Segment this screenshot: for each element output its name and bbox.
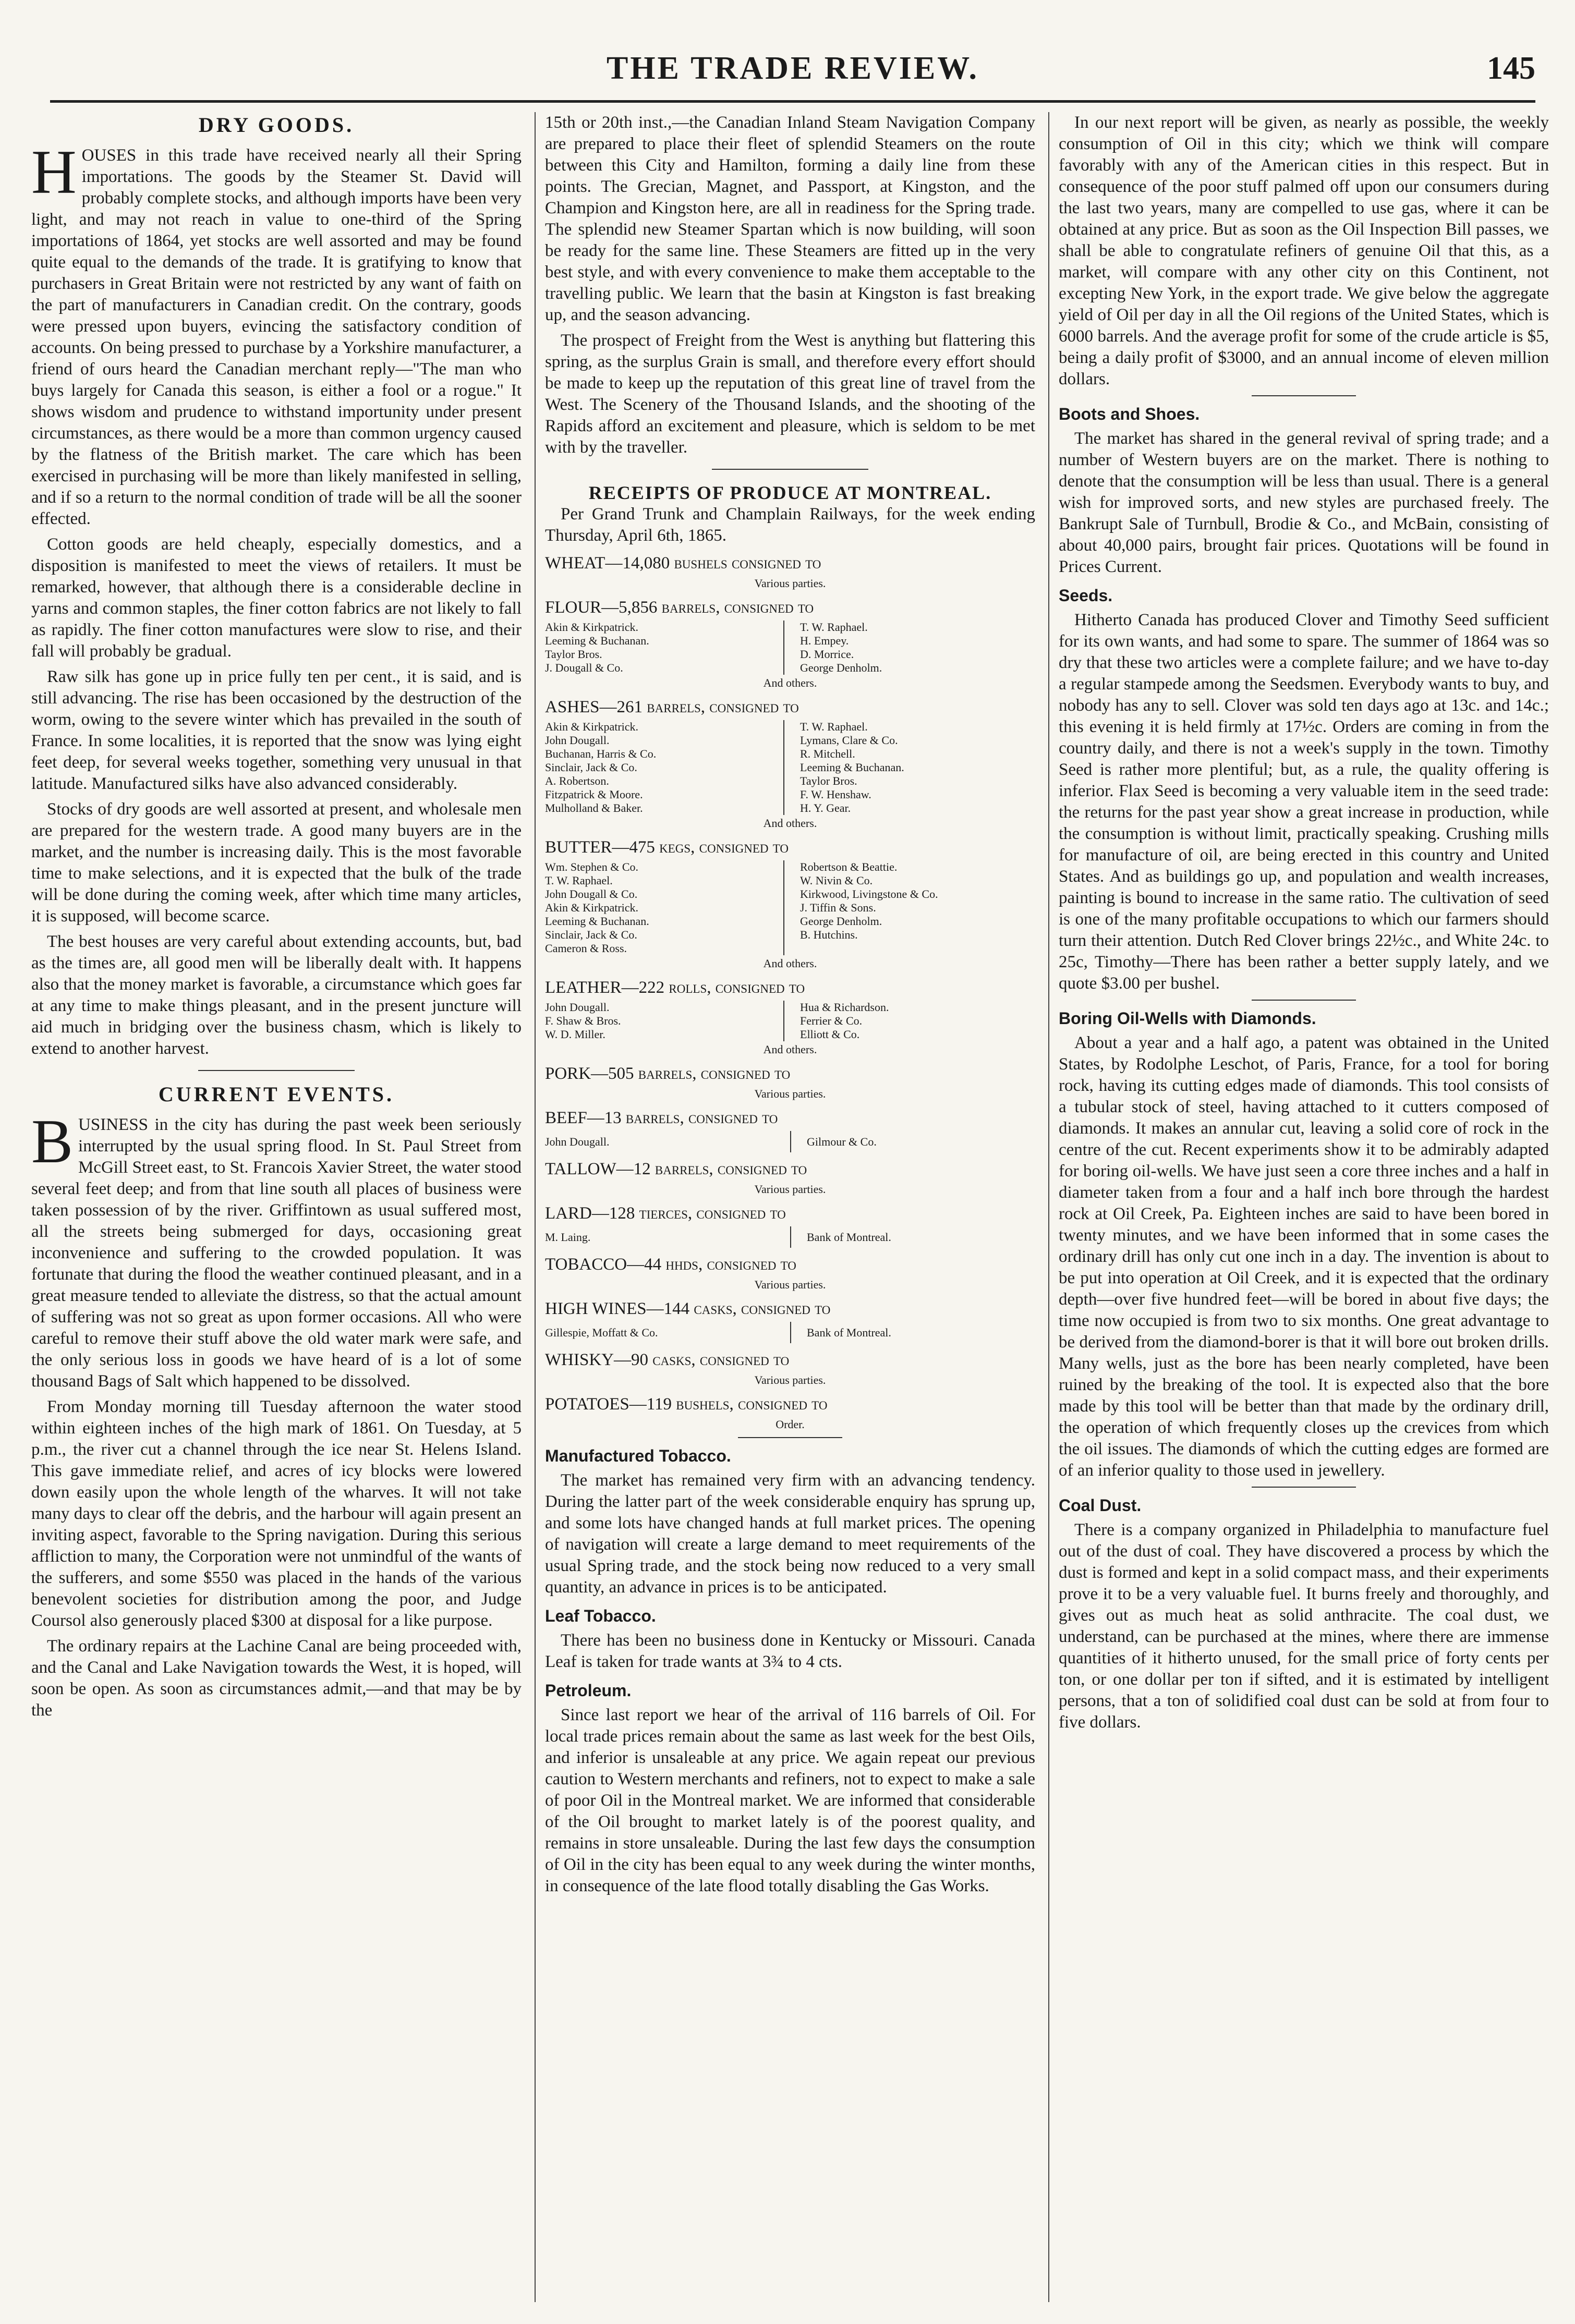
boring-paragraph: About a year and a half ago, a patent was obtained in the United States, by Rodolphe Leschot, of Paris, France, for a tool for boring rock, having its cutting edges made of diamonds. This tool consists of a tubular stock of steel, having attached to it cutters composed of diamonds. It makes an annular cut, leaving a solid core of rock in the centre of the cut. Recent experiments show it to be admirably adapted for boring oil-wells. We have just seen a core three inches and a half in diameter taken from a four and a half inch bore through the hardest rock at Oil Creek, Pa. Eighteen inches are said to have been bored in twenty minutes, and we have been informed that in some cases the ordinary drill has only cut one inch in a day. The invention is about to be put into operation at Oil Creek, and it is expected that the ordinary depth—over five hundred feet—will be bored in about five days; the time now occupied is from two to six months. One great advantage to be derived from the diamond-borer is that it will bore out broken drills. Many wells, just as the bore has been nearly completed, have been ruined by the breaking of the tool. It is expected also that the bore made by this tool will be better than that made by the ordinary drill, the operation of which frequently closes up the crevices from which the oil issues. The diamonds of which the cutting edges are formed are of an inferior quality to those used in jewellery.: [1059, 1033, 1549, 1480]
consignee-note: Order.: [776, 1418, 805, 1431]
dry-goods-paragraph: The best houses are very careful about extending accounts, but, bad as the times are, all good men will be liberally dealt with. It happens also that the money market is favorable, a circumstance which goes far at any time to make things pleasant, and in the present juncture will aid much in bridging over the business chasm, which is likely to extend to another harvest.: [31, 932, 522, 1058]
receipt-butter: BUTTER—475 kegs, consigned to: [545, 838, 789, 857]
dry-goods-paragraph: HOUSES in this trade have received nearly all their Spring importations. The goods by the Steamer St. David will probably complete stocks, and although imports have been very light, and may not reach in value to one-third of the Spring importations of 1864, yet stocks are well assorted and may be found quite equal to the demands of the trade. It is gratifying to know that purchasers in Great Britain were not restricted by any want of faith on the part of manufacturers in Canadian credit. On the contrary, goods were pressed upon buyers, evincing the satisfactory condition of accounts. On being pressed to purchase by a Yorkshire manufacturer, a friend of ours heard the Canadian merchant reply—"The man who buys largely for Canada this season, is either a fool or a rogue." It shows wisdom and prudence to withstand importunity under present circumstances, as there would be a more than common urgency caused by the flatness of the British market. The care which has been exercised in purchasing will be more than likely manifested in selling, and if so a return to the normal condition of trade will be all the sooner effected.: [31, 137, 522, 528]
manufactured-tobacco-paragraph: The market has remained very firm with an advancing tendency. During the latter part of the week considerable enquiry has sprung up, and some lots have changed hands at full market prices. The opening of navigation will create a large demand to meet requirements of the usual Spring trade, and the stock being now reduced to a very small quantity, an advance in prices is to be anticipated.: [545, 1471, 1035, 1597]
drop-cap: H: [31, 137, 77, 206]
consignee-list: Wm. Stephen & Co. T. W. Raphael. John Dougall & Co. Akin & Kirkpatrick. Leeming & Buchanan. Sinclair, Jack & Co. Cameron & Ross. Robertson & Beattie. W. Nivin & Co. Kirkwood, Livingstone & Co. J. Tiffin & Sons. George Denholm. B. Hutchins.: [545, 860, 938, 955]
receipt-leather: LEATHER—222 rolls, consigned to: [545, 978, 805, 997]
consignee-note: And others.: [763, 817, 817, 830]
consignee-note: Various parties.: [754, 1183, 826, 1196]
consignee-note: Various parties.: [754, 577, 826, 590]
receipt-pork: PORK—505 barrels, consigned to: [545, 1064, 791, 1083]
seeds-paragraph: Hitherto Canada has produced Clover and Timothy Seed sufficient for its own wants, and had some to spare. The summer of 1864 was so dry that these two articles were a complete failure; and we have to-day a regular stampede among the Seedsmen. Everybody wants to buy, and nobody has any to sell. Clover was sold ten days ago at 13c. and 14c.; this evening it is held firmly at 17½c. Orders are coming in from the country daily, and there is not a week's supply in the town. Timothy Seed is rather more plentiful; but, as a rule, the quality offering is inferior. Flax Seed is becoming a very valuable item in the seed trade: the returns for the past year show a great increase in production, while the consumption is without limit, practically speaking. Crushing mills for manufacture of oil, are being erected in this country and United States. And as buildings go up, and population and wealth increases, painting is bound to increase in the same ratio. The cultivation of seed is one of the many profitable occupations to which our farmers should turn their attention. Dutch Red Clover brings 22½c., and White 24c. to 25c, Timothy—There has been rather a better supply lately, and we quote $3.00 per bushel.: [1059, 611, 1549, 993]
section-divider: [1252, 1487, 1356, 1488]
receipt-tobacco: TOBACCO—44 hhds, consigned to: [545, 1255, 796, 1274]
consignee-list: John Dougall. F. Shaw & Bros. W. D. Miller. Hua & Richardson. Ferrier & Co. Elliott & Co.: [545, 1001, 889, 1041]
current-events-paragraph: The ordinary repairs at the Lachine Canal are being proceeded with, and the Canal and Lake Navigation towards the West, it is hoped, will soon be open. As soon as circumstances admit,—and that may be by the: [31, 1637, 522, 1720]
receipt-potatoes: POTATOES—119 bushels, consigned to: [545, 1395, 828, 1414]
receipt-tallow: TALLOW—12 barrels, consigned to: [545, 1160, 807, 1178]
coal-dust-heading: Coal Dust.: [1059, 1496, 1142, 1515]
petroleum-heading: Petroleum.: [545, 1681, 632, 1700]
section-divider: [712, 469, 868, 470]
column-3: [1059, 112, 1549, 2302]
current-events-paragraph: BUSINESS in the city has during the past week been seriously interrupted by the usual spring flood. In St. Paul Street from McGill Street east, to St. Francois Xavier Street, the water stood several feet deep; and from that line south all places of business were taken possession of by the river. Griffintown as usual suffered most, all the streets being submerged for days, occasioning great inconvenience and suffering to the crowded population. It was fortunate that during the flood the weather continued pleasant, and in a great measure tended to alleviate the distress, so that the actual amount of suffering was not so great as upon former occasions. All who were careful to remove their stuff above the old water mark were safe, and the only serious loss in goods we have heard of is a lot of some thousand Bags of Salt which happened to be dissolved.: [31, 1106, 522, 1391]
dry-goods-paragraph: Stocks of dry goods are well assorted at present, and wholesale men are prepared for the western trade. A good many buyers are in the market, and the number is increasing daily. This is the most favorable time to make selections, and it is expected that the bulk of the trade will be done during the coming week, after which time many articles, it is supposed, will become scarce.: [31, 800, 522, 926]
consignee-note: Various parties.: [754, 1087, 826, 1100]
receipt-whisky: WHISKY—90 casks, consigned to: [545, 1350, 790, 1369]
consignee-note: Various parties.: [754, 1278, 826, 1291]
masthead: [50, 50, 1535, 100]
column-1: [31, 112, 522, 2302]
receipt-beef: BEEF—13 barrels, consigned to: [545, 1109, 778, 1127]
publication-title: THE TRADE REVIEW.: [606, 51, 979, 86]
boots-shoes-paragraph: The market has shared in the general revival of spring trade; and a number of Western buyers are on the market. There is nothing to denote that the consumption will be less than usual. There is a general wish for improved sorts, and new styles are purchased freely. The Bankrupt Sale of Turnbull, Brodie & Co., and McBain, consisting of about 40,000 pairs, brought fair prices. Quotations will be found in Prices Current.: [1059, 429, 1549, 576]
consignee-list: Akin & Kirkpatrick. John Dougall. Buchanan, Harris & Co. Sinclair, Jack & Co. A. Robertson. Fitzpatrick & Moore. Mulholland & Baker. T. W. Raphael. Lymans, Clare & Co. R. Mitchell. Leeming & Buchanan. Taylor Bros. F. W. Henshaw. H. Y. Gear.: [545, 720, 904, 814]
consignee-list: M. Laing. Bank of Montreal.: [545, 1226, 1035, 1248]
page-number: 145: [1487, 51, 1535, 86]
receipt-high-wines: HIGH WINES—144 casks, consigned to: [545, 1299, 831, 1318]
boring-heading: Boring Oil-Wells with Diamonds.: [1059, 1009, 1316, 1028]
consignee-list: Akin & Kirkpatrick. Leeming & Buchanan. Taylor Bros. J. Dougall & Co. T. W. Raphael. H. Empey. D. Morrice. George Denholm.: [545, 620, 882, 674]
consignee-list: Gillespie, Moffatt & Co. Bank of Montreal.: [545, 1322, 1035, 1343]
receipt-lard: LARD—128 tierces, consigned to: [545, 1204, 786, 1223]
dry-goods-paragraph: Raw silk has gone up in price fully ten per cent., it is said, and is still advancing. The rise has been occasioned by the destruction of the worm, owing to the severe winter which has prevailed in the south of France. In some localities, it is reported that the snow was lying eight feet deep, for several weeks together, something very unusual in that latitude. Manufactured silks have also advanced considerably.: [31, 667, 522, 793]
petroleum-paragraph: Since last report we hear of the arrival of 116 barrels of Oil. For local trade prices remain about the same as last week for the best Oils, and inferior is unsaleable at any price. We again repeat our previous caution to Western merchants and refiners, not to expect to make a sale of poor Oil in the Montreal market. We are informed that considerable of the Oil brought to market lately is of the poorest quality, and remains in store unsaleable. During the last few days the consumption of Oil in the city has been equal to any week during the winter months, in consequence of the late flood totally disabling the Gas Works.: [545, 1706, 1035, 1895]
section-divider: [738, 1437, 842, 1438]
section-divider: [198, 1070, 355, 1071]
leaf-tobacco-heading: Leaf Tobacco.: [545, 1607, 656, 1625]
consignee-note: And others.: [763, 957, 817, 970]
consignee-note: Various parties.: [754, 1373, 826, 1386]
receipt-flour: FLOUR—5,856 barrels, consigned to: [545, 598, 814, 617]
consignee-note: And others.: [763, 676, 817, 689]
consignee-note: And others.: [763, 1043, 817, 1056]
section-divider: [1252, 1000, 1356, 1001]
section-divider: [1252, 395, 1356, 396]
receipt-wheat: WHEAT—14,080 bushels consigned to: [545, 554, 821, 573]
manufactured-tobacco-heading: Manufactured Tobacco.: [545, 1446, 731, 1465]
coal-dust-paragraph: There is a company organized in Philadelphia to manufacture fuel out of the dust of coal. They have discovered a process by which the dust is formed and kept in a solid compact mass, and their experiments prove it to be a very valuable fuel. It burns freely and thoroughly, and gives out as much heat as solid anthracite. The coal dust, we understand, can be purchased at the mines, where there are immense quantities of it hitherto unused, for the small price of forty cents per ton, or one dollar per ton if sifted, and it is estimated by intelligent persons, that a ton of solidified coal dust can be sold at from four to five dollars.: [1059, 1520, 1549, 1732]
receipt-ashes: ASHES—261 barrels, consigned to: [545, 698, 799, 716]
current-events-paragraph: From Monday morning till Tuesday afternoon the water stood within eighteen inches of the high mark of 1861. On Tuesday, at 5 p.m., the river cut a channel through the ice near St. Helens Island. This gave immediate relief, and acres of icy blocks were lowered down easily upon the whole length of the wharves. It will not take many days to clear off the debris, and the harbour will again present an inviting aspect, favorable to the Spring navigation. During this serious affliction to many, the Corporation were not unmindful of the wants of the sufferers, and some $550 was placed in the hands of the various benevolent societies for distribution among the poor, and Judge Coursol also generously placed $300 at disposal for a like purpose.: [31, 1397, 522, 1630]
current-events-heading: CURRENT EVENTS.: [158, 1082, 395, 1106]
current-events-paragraph: The prospect of Freight from the West is anything but flattering this spring, as the surplus Grain is small, and therefore every effort should be made to keep up the reputation of this great line of travel from the West. The Scenery of the Thousand Islands, and the shooting of the Rapids afford an excitement and pleasure, which is seldom to be met with by the traveller.: [545, 331, 1035, 457]
column-2: [545, 112, 1035, 2302]
receipts-heading: RECEIPTS OF PRODUCE AT MONTREAL.: [588, 482, 992, 503]
drop-cap: B: [31, 1106, 74, 1176]
boots-shoes-heading: Boots and Shoes.: [1059, 405, 1200, 423]
column-divider: [1048, 112, 1049, 2302]
dry-goods-paragraph: Cotton goods are held cheaply, especially domestics, and a disposition is manifested to meet the views of retailers. It must be remarked, however, that although there is a considerable decline in yarns and common staples, the finer cotton fabrics are not likely to fall as rapidly. The finer cotton manufactures were slow to rise, and their fall will probably be gradual.: [31, 535, 522, 661]
current-events-paragraph: 15th or 20th inst.,—the Canadian Inland Steam Navigation Company are prepared to place their fleet of splendid Steamers on the route between this City and Hamilton, forming a daily line from these points. The Grecian, Magnet, and Passport, at Kingston, and the Champion and Kingston here, are all in readiness for the Spring trade. The splendid new Steamer Spartan which is now building, will soon be ready for the same line. These Steamers are fitted up in the very best style, and with every convenience to make them acceptable to the travelling public. We learn that the basin at Kingston is fast breaking up, and the season advancing.: [545, 113, 1035, 324]
masthead-rule: [50, 100, 1535, 103]
leaf-tobacco-paragraph: There has been no business done in Kentucky or Missouri. Canada Leaf is taken for trade wants at 3¾ to 4 cts.: [545, 1631, 1035, 1671]
dry-goods-heading: DRY GOODS.: [198, 113, 355, 137]
seeds-heading: Seeds.: [1059, 586, 1113, 605]
consignee-list: John Dougall. Gilmour & Co.: [545, 1131, 1035, 1152]
petroleum-paragraph: In our next report will be given, as nearly as possible, the weekly consumption of Oil in this city; which we think will compare favorably with any of the American cities in this respect. But in consequence of the poor stuff palmed off upon our consumers during the last two years, many are compelled to use gas, where it can be obtained at any price. But as soon as the Oil Inspection Bill passes, we shall be able to congratulate refiners of genuine Oil that this, as a market, will compare with any other city on this Continent, not excepting New York, in the export trade. We give below the aggregate yield of Oil per day in all the Oil regions of the United States, which is 6000 barrels. And the average profit for some of the crude article is $5, being a daily profit of $3000, and an annual income of eleven million dollars.: [1059, 113, 1549, 388]
receipts-intro: Per Grand Trunk and Champlain Railways, for the week ending Thursday, April 6th, 1865.: [545, 505, 1035, 545]
column-divider: [535, 112, 536, 2302]
